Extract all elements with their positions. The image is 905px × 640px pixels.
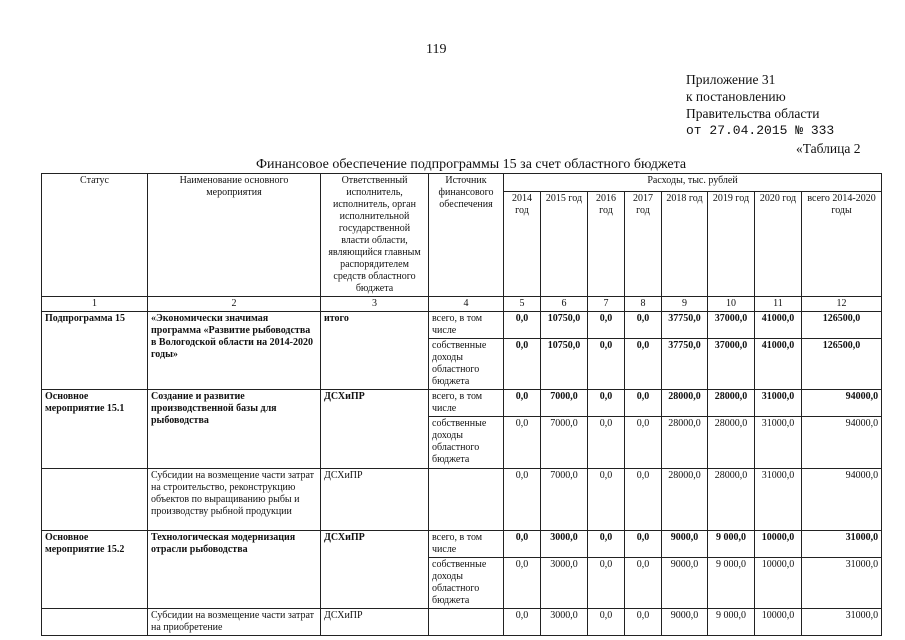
column-number-row: [42, 297, 882, 312]
row-value: 41000,0: [755, 312, 802, 339]
table-reference: «Таблица 2: [796, 141, 861, 156]
row-value: 37750,0: [662, 339, 708, 390]
row-value: 0,0: [588, 558, 625, 609]
table-title: Финансовое обеспечение подпрограммы 15 за счет областного бюджета: [256, 157, 687, 172]
appendix-line: Правительства области: [686, 106, 820, 121]
row-event-name: Технологическая модернизация отрасли рыбоводства: [148, 531, 321, 609]
row-source: собственные доходы областного бюджета: [429, 417, 504, 469]
row-value: 0,0: [504, 339, 541, 390]
row-value: 9000,0: [662, 609, 708, 636]
column-number: 1: [42, 297, 148, 312]
header-year: 2020 год: [755, 191, 802, 296]
row-status: [42, 469, 148, 531]
appendix-date-line: от 27.04.2015 № 333: [686, 123, 835, 138]
row-value: 31000,0: [802, 609, 882, 636]
column-number: 10: [708, 297, 755, 312]
row-value: 0,0: [588, 469, 625, 531]
row-executor: ДСХиПР: [321, 531, 429, 609]
row-value: 0,0: [504, 390, 541, 417]
row-value: 0,0: [504, 469, 541, 531]
row-status: [42, 609, 148, 636]
header-year: 2018 год: [662, 191, 708, 296]
row-executor: ДСХиПР: [321, 609, 429, 636]
column-number: 2: [148, 297, 321, 312]
row-value: 10000,0: [755, 531, 802, 558]
row-value: 10000,0: [755, 609, 802, 636]
column-number: 8: [625, 297, 662, 312]
row-event-name: Субсидии на возмещение части затрат на строительство, реконструкцию объектов по выращиванию рыбы и производству рыбной продукции: [148, 469, 321, 531]
row-executor: итого: [321, 312, 429, 390]
header-expenses: Расходы, тыс. рублей: [504, 174, 882, 192]
row-source: всего, в том числе: [429, 531, 504, 558]
row-value: 0,0: [588, 312, 625, 339]
table-row: [42, 469, 882, 531]
row-event-name: «Экономически значимая программа «Развитие рыбоводства в Вологодской области на 2014-2020 годы»: [148, 312, 321, 390]
row-value: 94000,0: [802, 417, 882, 469]
row-value: 7000,0: [541, 417, 588, 469]
column-number: 12: [802, 297, 882, 312]
row-value: 28000,0: [708, 469, 755, 531]
financing-table: [41, 173, 882, 636]
row-value: 37750,0: [662, 312, 708, 339]
row-value: 0,0: [625, 469, 662, 531]
row-value: 94000,0: [802, 469, 882, 531]
row-executor: ДСХиПР: [321, 469, 429, 531]
row-source: собственные доходы областного бюджета: [429, 558, 504, 609]
row-value: 0,0: [504, 558, 541, 609]
header-year: 2019 год: [708, 191, 755, 296]
row-value: 10750,0: [541, 339, 588, 390]
row-value: 94000,0: [802, 390, 882, 417]
column-number: 9: [662, 297, 708, 312]
row-value: 0,0: [625, 417, 662, 469]
row-value: 3000,0: [541, 609, 588, 636]
row-value: 3000,0: [541, 558, 588, 609]
row-source: всего, в том числе: [429, 312, 504, 339]
table-row: [42, 312, 882, 339]
header-source: Источник финансового обеспечения: [429, 174, 504, 297]
row-value: 0,0: [504, 531, 541, 558]
row-source: собственные доходы областного бюджета: [429, 339, 504, 390]
row-value: 0,0: [504, 312, 541, 339]
row-value: 3000,0: [541, 531, 588, 558]
row-value: 0,0: [588, 390, 625, 417]
appendix-line: к постановлению: [686, 89, 786, 104]
column-number: 6: [541, 297, 588, 312]
page-number: 119: [426, 42, 447, 57]
row-value: 0,0: [588, 417, 625, 469]
row-source: [429, 469, 504, 531]
row-value: 7000,0: [541, 390, 588, 417]
row-value: 9000,0: [662, 558, 708, 609]
row-value: 28000,0: [708, 390, 755, 417]
row-event-name: Субсидии на возмещение части затрат на приобретение: [148, 609, 321, 636]
row-status: Основное мероприятие 15.1: [42, 390, 148, 469]
row-value: 0,0: [625, 531, 662, 558]
row-value: 28000,0: [662, 469, 708, 531]
row-source: всего, в том числе: [429, 390, 504, 417]
row-value: 10000,0: [755, 558, 802, 609]
row-value: 0,0: [625, 390, 662, 417]
row-value: 9 000,0: [708, 558, 755, 609]
row-value: 126500,0: [802, 339, 882, 390]
row-source: [429, 609, 504, 636]
header-executor: Ответственный исполнитель, исполнитель, орган исполнительной государственной власти области, являющийся главным распорядителем средств областного бюджета: [321, 174, 429, 297]
column-number: 11: [755, 297, 802, 312]
row-value: 7000,0: [541, 469, 588, 531]
row-value: 0,0: [588, 339, 625, 390]
row-value: 0,0: [625, 609, 662, 636]
row-value: 37000,0: [708, 339, 755, 390]
row-value: 9000,0: [662, 531, 708, 558]
table-row: [42, 390, 882, 417]
header-status: Статус: [42, 174, 148, 297]
row-status: Основное мероприятие 15.2: [42, 531, 148, 609]
row-value: 31000,0: [755, 469, 802, 531]
appendix-line: Приложение 31: [686, 72, 776, 87]
column-number: 7: [588, 297, 625, 312]
row-value: 0,0: [625, 312, 662, 339]
header-year: 2015 год: [541, 191, 588, 296]
header-year: 2016 год: [588, 191, 625, 296]
header-row: [42, 174, 882, 192]
row-value: 31000,0: [755, 417, 802, 469]
row-value: 31000,0: [802, 558, 882, 609]
row-value: 41000,0: [755, 339, 802, 390]
row-value: 31000,0: [802, 531, 882, 558]
row-event-name: Создание и развитие производственной базы для рыбоводства: [148, 390, 321, 469]
row-value: 0,0: [504, 417, 541, 469]
column-number: 3: [321, 297, 429, 312]
table-row: [42, 531, 882, 558]
row-value: 0,0: [625, 339, 662, 390]
header-year: 2014 год: [504, 191, 541, 296]
appendix-block: [686, 71, 834, 139]
table-row: [42, 609, 882, 636]
row-value: 0,0: [588, 609, 625, 636]
row-value: 0,0: [625, 558, 662, 609]
row-value: 0,0: [504, 609, 541, 636]
row-status: Подпрограмма 15: [42, 312, 148, 390]
row-value: 37000,0: [708, 312, 755, 339]
row-value: 28000,0: [708, 417, 755, 469]
row-value: 31000,0: [755, 390, 802, 417]
row-value: 9 000,0: [708, 609, 755, 636]
header-year-total: всего 2014-2020 годы: [802, 191, 882, 296]
column-number: 5: [504, 297, 541, 312]
header-year: 2017 год: [625, 191, 662, 296]
row-value: 9 000,0: [708, 531, 755, 558]
row-value: 10750,0: [541, 312, 588, 339]
column-number: 4: [429, 297, 504, 312]
row-value: 126500,0: [802, 312, 882, 339]
row-executor: ДСХиПР: [321, 390, 429, 469]
header-event-name: Наименование основного мероприятия: [148, 174, 321, 297]
row-value: 28000,0: [662, 417, 708, 469]
row-value: 0,0: [588, 531, 625, 558]
row-value: 28000,0: [662, 390, 708, 417]
